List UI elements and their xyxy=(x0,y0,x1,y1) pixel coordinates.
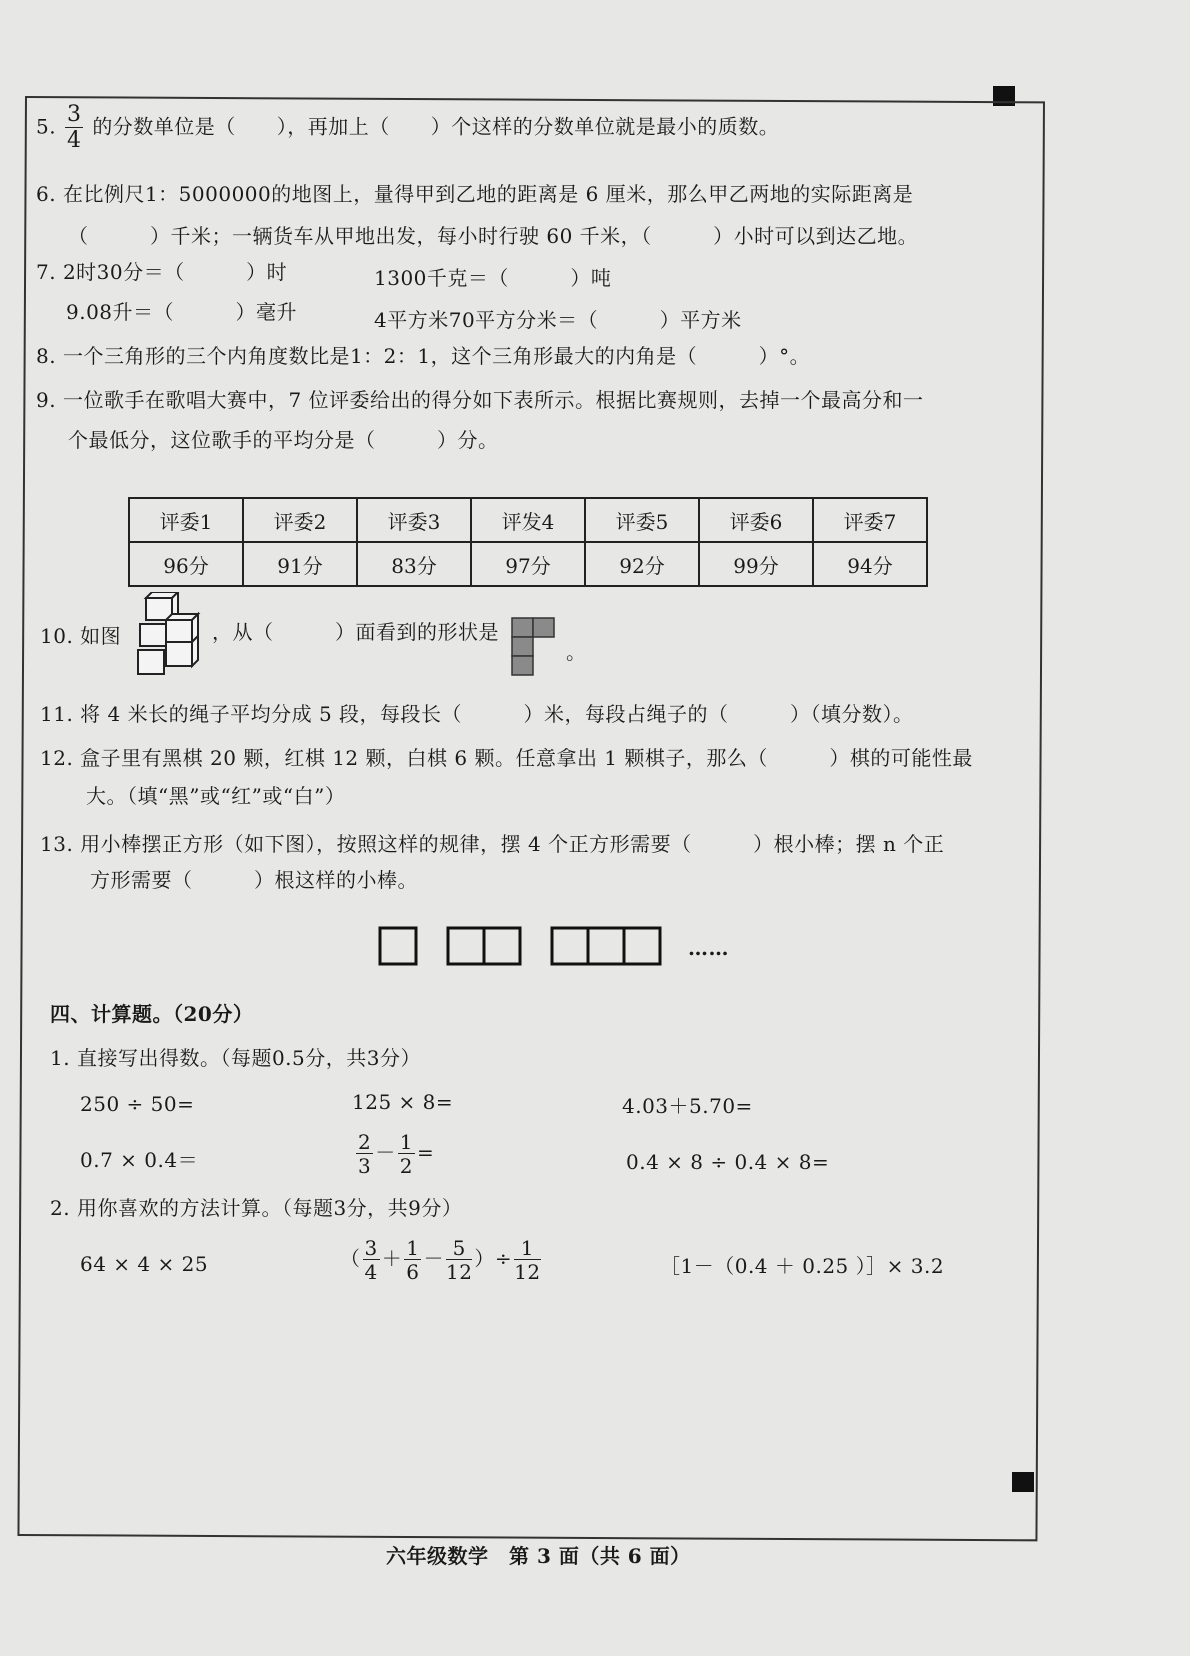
q9-text-2: 个最低分，这位歌手的平均分是（ ）分。 xyxy=(68,428,499,452)
q7-a: 2时30分＝（ ）时 xyxy=(62,260,288,284)
table-cell: 96分 xyxy=(129,542,243,586)
question-10-post xyxy=(566,638,587,666)
fraction xyxy=(363,1238,380,1282)
table-header-cell: 评委5 xyxy=(585,498,699,542)
q7-c: 9.08升＝（ ）毫升 xyxy=(66,300,298,324)
denominator: 12 xyxy=(445,1260,473,1284)
denominator: 3 xyxy=(358,1154,372,1178)
calc-expression: ［1－（0.4 ＋ 0.25 ）］× 3.2 xyxy=(660,1254,945,1278)
table-header-cell: 评发4 xyxy=(471,498,585,542)
q13-text-1: 用小棒摆正方形（如下图），按照这样的规律，摆 4 个正方形需要（ ）根小棒；摆 n 个正 xyxy=(80,832,945,856)
q12-text-1: 盒子里有黑棋 20 颗，红棋 12 颗，白棋 6 颗。任意拿出 1 颗棋子，那么（ ）棋的可能性最 xyxy=(80,746,973,770)
q6-text-2: （ ）千米；一辆货车从甲地出发，每小时行驶 60 千米，（ ）小时可以到达乙地。 xyxy=(68,224,919,248)
q6-text-1: 在比例尺1：5000000的地图上，量得甲到乙地的距离是 6 厘米，那么甲乙两地的实际距离是 xyxy=(62,182,914,206)
paren-open: （ xyxy=(340,1246,361,1271)
calc-6 xyxy=(626,1148,829,1176)
numerator: 3 xyxy=(364,1236,378,1260)
fraction xyxy=(514,1238,540,1282)
table-header-cell: 评委6 xyxy=(699,498,813,542)
square-pattern-1 xyxy=(380,928,416,964)
denominator: 2 xyxy=(399,1154,413,1178)
calc-expression: 0.7 × 0.4＝ xyxy=(80,1148,199,1172)
view-shape-figure xyxy=(510,616,558,678)
q5-text: 的分数单位是（ ），再加上（ ）个这样的分数单位就是最小的质数。 xyxy=(92,114,780,139)
q10-number: 10. xyxy=(40,624,74,648)
question-10-mid xyxy=(212,618,499,646)
equals: = xyxy=(416,1140,435,1165)
part-2-title xyxy=(50,1194,462,1222)
question-9-line1 xyxy=(36,386,924,414)
q5-number: 5. xyxy=(36,114,57,139)
table-cell: 94分 xyxy=(813,542,927,586)
q12-text-2: 大。（填“黑”或“红”或“白”） xyxy=(86,784,346,808)
part-1-title xyxy=(50,1044,421,1072)
q5-numerator: 3 xyxy=(66,102,82,127)
calc-3 xyxy=(622,1092,753,1120)
table-cell: 99分 xyxy=(699,542,813,586)
q11-number: 11. xyxy=(40,702,74,726)
calc-expression: 4.03＋5.70= xyxy=(622,1094,753,1118)
question-6-line2 xyxy=(68,222,918,250)
paren-close: ）÷ xyxy=(474,1246,513,1271)
table-header-row xyxy=(129,498,927,542)
q9-number: 9. xyxy=(36,388,57,412)
numerator: 1 xyxy=(399,1130,413,1154)
operator: － xyxy=(423,1246,444,1271)
q7-b: 1300千克＝（ ）吨 xyxy=(374,266,612,290)
question-5 xyxy=(36,104,779,152)
q10-mid: ，从（ ）面看到的形状是 xyxy=(212,620,499,644)
question-8 xyxy=(36,342,810,370)
question-6-line1 xyxy=(36,180,913,208)
p2-heading: 2. 用你喜欢的方法计算。（每题3分，共9分） xyxy=(50,1196,463,1220)
numerator: 5 xyxy=(446,1238,472,1260)
numerator: 1 xyxy=(514,1238,540,1260)
denominator: 6 xyxy=(406,1260,420,1284)
question-7-d xyxy=(374,306,742,334)
calc-4 xyxy=(80,1146,198,1174)
question-12-line1 xyxy=(40,744,973,772)
table-header-cell: 评委7 xyxy=(813,498,927,542)
question-9-line2 xyxy=(68,426,499,454)
q8-text: 一个三角形的三个内角度数比是1：2：1，这个三角形最大的内角是（ ）°。 xyxy=(62,344,811,368)
pattern-ellipsis xyxy=(688,934,729,962)
q9-text-1: 一位歌手在歌唱大赛中，7 位评委给出的得分如下表所示。根据比赛规则，去掉一个最高分和一 xyxy=(62,388,924,412)
table-row xyxy=(129,542,927,586)
q13-text-2: 方形需要（ ）根这样的小棒。 xyxy=(90,868,418,892)
question-11 xyxy=(40,700,914,728)
q11-text: 将 4 米长的绳子平均分成 5 段，每段长（ ）米，每段占绳子的（ ）（填分数）。 xyxy=(80,702,914,726)
table-cell: 97分 xyxy=(471,542,585,586)
table-header-cell: 评委3 xyxy=(357,498,471,542)
square-pattern-3 xyxy=(552,928,660,964)
table-header-cell: 评委2 xyxy=(243,498,357,542)
section-4-title xyxy=(50,1000,253,1028)
score-table xyxy=(128,497,928,587)
q5-fraction xyxy=(65,104,84,152)
operator: － xyxy=(375,1140,396,1165)
cube-stack-figure xyxy=(136,592,208,682)
q7-d: 4平方米70平方分米＝（ ）平方米 xyxy=(374,308,742,332)
question-7-b xyxy=(374,264,611,292)
operator: ＋ xyxy=(381,1246,403,1271)
calc-7 xyxy=(80,1250,208,1278)
question-12-line2 xyxy=(86,782,345,810)
denominator: 4 xyxy=(364,1260,378,1284)
calc-2 xyxy=(352,1088,453,1116)
footer-text: 六年级数学 第 3 面（共 6 面） xyxy=(386,1544,691,1568)
question-13-line1 xyxy=(40,830,944,858)
question-7-c xyxy=(66,298,297,326)
denominator: 12 xyxy=(514,1260,541,1284)
numerator: 1 xyxy=(406,1236,420,1260)
matchstick-squares-figure xyxy=(376,924,666,968)
fraction xyxy=(446,1238,472,1282)
page-footer xyxy=(386,1542,691,1570)
q10-post: 。 xyxy=(566,640,587,664)
p1-heading: 1. 直接写出得数。（每题0.5分，共3分） xyxy=(50,1046,421,1070)
table-cell: 92分 xyxy=(585,542,699,586)
calc-expression: 0.4 × 8 ÷ 0.4 × 8= xyxy=(626,1150,830,1174)
calc-8 xyxy=(340,1238,543,1282)
calc-expression: 250 ÷ 50= xyxy=(80,1092,195,1116)
table-header-cell: 评委1 xyxy=(129,498,243,542)
fraction xyxy=(398,1132,415,1176)
calc-expression: 125 × 8= xyxy=(352,1090,454,1114)
fraction xyxy=(356,1132,373,1176)
q10-pre: 如图 xyxy=(80,624,122,648)
question-13-line2 xyxy=(90,866,418,894)
section-4-heading: 四、计算题。（20分） xyxy=(50,1002,254,1026)
fraction xyxy=(404,1238,421,1282)
q7-number: 7. xyxy=(36,260,57,284)
q5-denominator: 4 xyxy=(66,128,82,153)
calc-1 xyxy=(80,1090,194,1118)
q6-number: 6. xyxy=(36,182,57,206)
question-7-a xyxy=(36,258,287,286)
q12-number: 12. xyxy=(40,746,74,770)
q8-number: 8. xyxy=(36,344,57,368)
q13-ellipsis: …… xyxy=(688,936,729,960)
question-10 xyxy=(40,622,121,650)
table-cell: 91分 xyxy=(243,542,357,586)
table-cell: 83分 xyxy=(357,542,471,586)
calc-expression: 64 × 4 × 25 xyxy=(80,1252,209,1276)
calc-5 xyxy=(354,1132,434,1176)
q13-number: 13. xyxy=(40,832,74,856)
calc-9 xyxy=(660,1252,944,1280)
numerator: 2 xyxy=(358,1130,372,1154)
